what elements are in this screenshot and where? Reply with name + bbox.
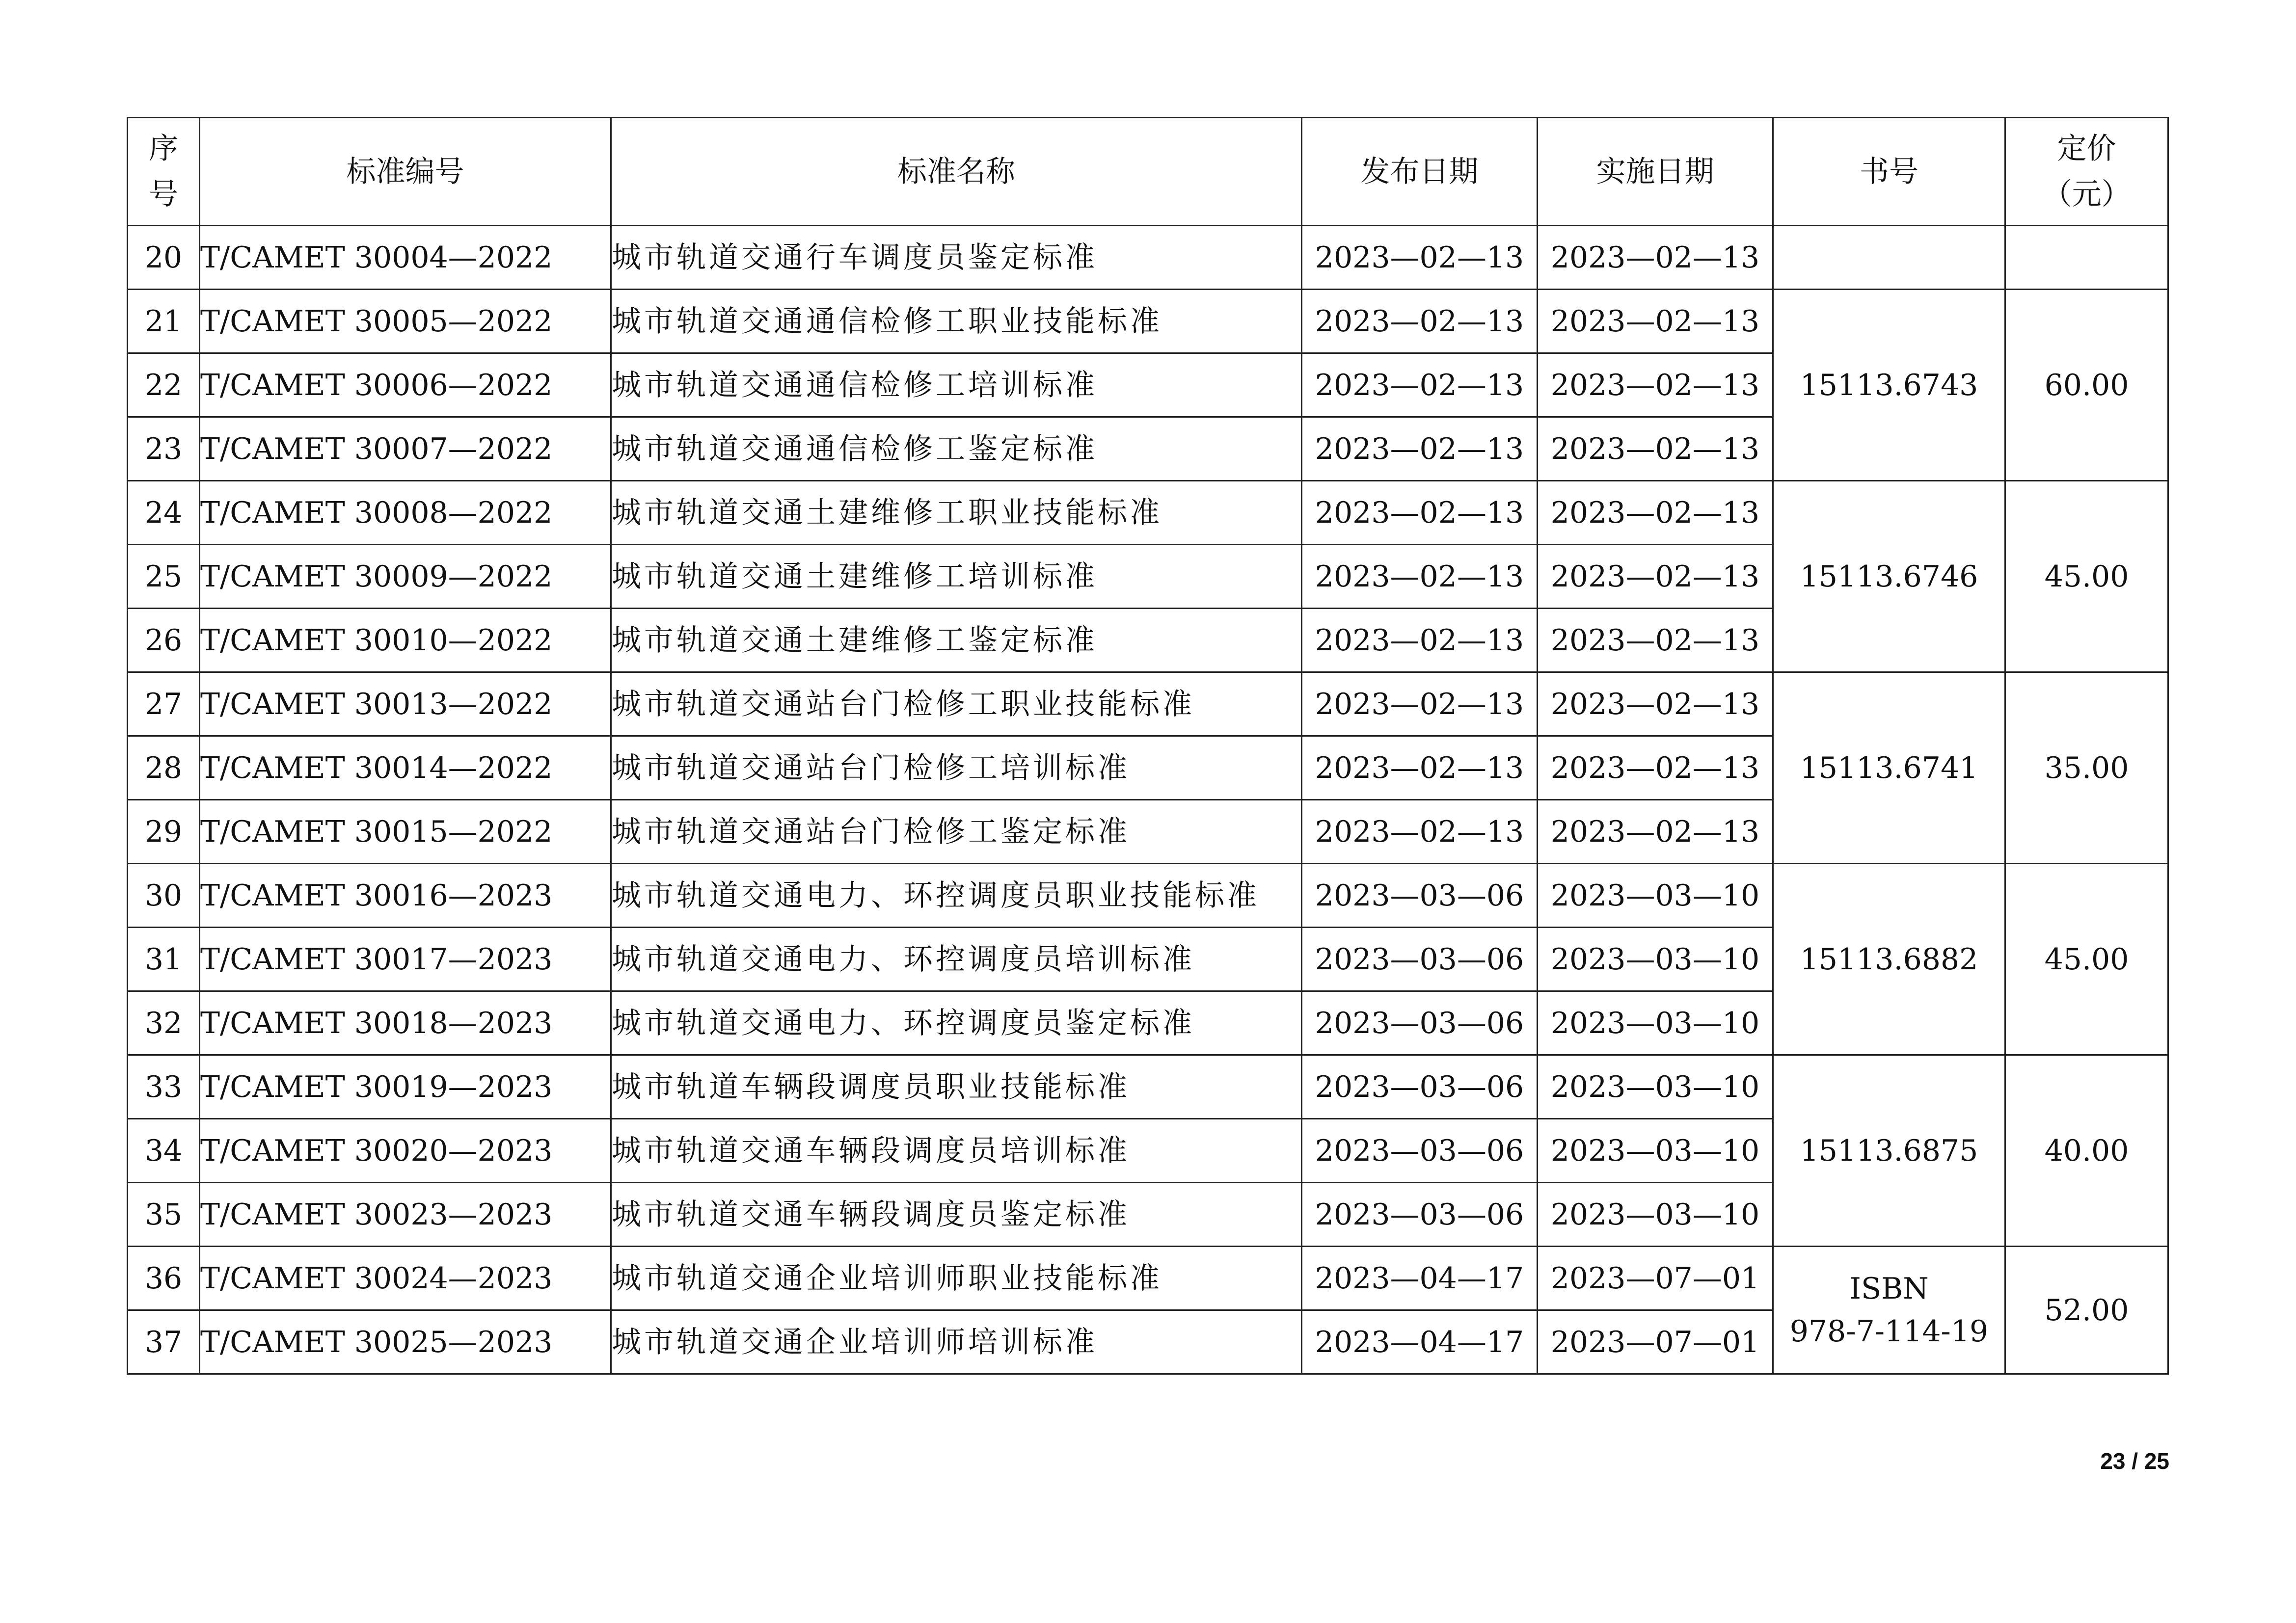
row-price (2005, 226, 2168, 290)
table-row (128, 481, 2168, 545)
group-price: 35.00 (2005, 672, 2168, 864)
header-seq-line-2: 号 (149, 177, 178, 212)
row-name: 城市轨道交通行车调度员鉴定标准 (611, 226, 1302, 290)
header-price (2005, 118, 2168, 226)
row-seq: 35 (128, 1183, 200, 1247)
book-no-line-1: ISBN (1849, 1271, 1929, 1306)
row-name: 城市轨道车辆段调度员职业技能标准 (611, 1055, 1302, 1119)
row-name: 城市轨道交通站台门检修工培训标准 (611, 736, 1302, 800)
row-name: 城市轨道交通通信检修工职业技能标准 (611, 290, 1302, 353)
row-code: T/CAMET 30009—2022 (200, 545, 611, 609)
table-row (128, 672, 2168, 736)
row-publish-date: 2023—03—06 (1302, 864, 1538, 928)
row-implement-date: 2023—02—13 (1538, 609, 1773, 672)
row-implement-date: 2023—02—13 (1538, 226, 1773, 290)
row-publish-date: 2023—04—17 (1302, 1310, 1538, 1374)
row-publish-date: 2023—02—13 (1302, 353, 1538, 417)
row-name: 城市轨道交通土建维修工培训标准 (611, 545, 1302, 609)
row-implement-date: 2023—03—10 (1538, 1119, 1773, 1183)
header-price-line-2: （元） (2042, 177, 2131, 212)
row-seq: 25 (128, 545, 200, 609)
row-name: 城市轨道交通站台门检修工鉴定标准 (611, 800, 1302, 864)
row-code: T/CAMET 30025—2023 (200, 1310, 611, 1374)
row-publish-date: 2023—02—13 (1302, 290, 1538, 353)
header-row (128, 118, 2168, 226)
group-book-no (1773, 1247, 2005, 1374)
group-price: 45.00 (2005, 481, 2168, 672)
row-name: 城市轨道交通站台门检修工职业技能标准 (611, 672, 1302, 736)
row-seq: 31 (128, 928, 200, 991)
header-book-no: 书号 (1773, 118, 2005, 226)
row-seq: 24 (128, 481, 200, 545)
row-name: 城市轨道交通企业培训师培训标准 (611, 1310, 1302, 1374)
header-price-line-1: 定价 (2057, 131, 2116, 166)
row-seq: 28 (128, 736, 200, 800)
row-code: T/CAMET 30004—2022 (200, 226, 611, 290)
row-publish-date: 2023—02—13 (1302, 417, 1538, 481)
row-seq: 30 (128, 864, 200, 928)
row-publish-date: 2023—02—13 (1302, 226, 1538, 290)
row-name: 城市轨道交通电力、环控调度员职业技能标准 (611, 864, 1302, 928)
row-publish-date: 2023—02—13 (1302, 736, 1538, 800)
row-implement-date: 2023—03—10 (1538, 991, 1773, 1055)
group-book-no: 15113.6741 (1773, 672, 2005, 864)
row-implement-date: 2023—03—10 (1538, 864, 1773, 928)
book-no-line-2: 978-7-114-19 (1789, 1314, 1989, 1349)
row-publish-date: 2023—02—13 (1302, 672, 1538, 736)
row-name: 城市轨道交通企业培训师职业技能标准 (611, 1247, 1302, 1310)
row-seq: 21 (128, 290, 200, 353)
row-seq: 26 (128, 609, 200, 672)
group-price: 52.00 (2005, 1247, 2168, 1374)
row-code: T/CAMET 30013—2022 (200, 672, 611, 736)
row-code: T/CAMET 30010—2022 (200, 609, 611, 672)
row-code: T/CAMET 30008—2022 (200, 481, 611, 545)
header-seq (128, 118, 200, 226)
row-implement-date: 2023—07—01 (1538, 1247, 1773, 1310)
header-code: 标准编号 (200, 118, 611, 226)
row-name: 城市轨道交通车辆段调度员培训标准 (611, 1119, 1302, 1183)
row-publish-date: 2023—03—06 (1302, 991, 1538, 1055)
row-implement-date: 2023—02—13 (1538, 736, 1773, 800)
row-implement-date: 2023—02—13 (1538, 800, 1773, 864)
row-implement-date: 2023—02—13 (1538, 672, 1773, 736)
row-implement-date: 2023—03—10 (1538, 928, 1773, 991)
row-implement-date: 2023—02—13 (1538, 481, 1773, 545)
row-name: 城市轨道交通通信检修工鉴定标准 (611, 417, 1302, 481)
group-price: 60.00 (2005, 290, 2168, 481)
group-book-no: 15113.6882 (1773, 864, 2005, 1055)
row-code: T/CAMET 30005—2022 (200, 290, 611, 353)
row-code: T/CAMET 30015—2022 (200, 800, 611, 864)
row-name: 城市轨道交通通信检修工培训标准 (611, 353, 1302, 417)
row-seq: 32 (128, 991, 200, 1055)
row-name: 城市轨道交通土建维修工职业技能标准 (611, 481, 1302, 545)
row-code: T/CAMET 30014—2022 (200, 736, 611, 800)
row-publish-date: 2023—04—17 (1302, 1247, 1538, 1310)
row-seq: 22 (128, 353, 200, 417)
row-implement-date: 2023—03—10 (1538, 1183, 1773, 1247)
row-code: T/CAMET 30006—2022 (200, 353, 611, 417)
row-seq: 36 (128, 1247, 200, 1310)
row-name: 城市轨道交通车辆段调度员鉴定标准 (611, 1183, 1302, 1247)
row-publish-date: 2023—02—13 (1302, 800, 1538, 864)
row-code: T/CAMET 30016—2023 (200, 864, 611, 928)
row-publish-date: 2023—02—13 (1302, 481, 1538, 545)
row-name: 城市轨道交通土建维修工鉴定标准 (611, 609, 1302, 672)
row-seq: 37 (128, 1310, 200, 1374)
row-name: 城市轨道交通电力、环控调度员鉴定标准 (611, 991, 1302, 1055)
row-seq: 23 (128, 417, 200, 481)
row-code: T/CAMET 30018—2023 (200, 991, 611, 1055)
table-header (128, 118, 2168, 226)
header-seq-line-1: 序 (149, 131, 178, 166)
row-implement-date: 2023—02—13 (1538, 353, 1773, 417)
row-seq: 33 (128, 1055, 200, 1119)
row-implement-date: 2023—02—13 (1538, 290, 1773, 353)
group-price: 40.00 (2005, 1055, 2168, 1247)
row-code: T/CAMET 30024—2023 (200, 1247, 611, 1310)
row-publish-date: 2023—03—06 (1302, 928, 1538, 991)
row-seq: 34 (128, 1119, 200, 1183)
header-implement-date: 实施日期 (1538, 118, 1773, 226)
group-book-no: 15113.6743 (1773, 290, 2005, 481)
row-publish-date: 2023—02—13 (1302, 609, 1538, 672)
row-implement-date: 2023—07—01 (1538, 1310, 1773, 1374)
row-code: T/CAMET 30007—2022 (200, 417, 611, 481)
table-row (128, 290, 2168, 353)
row-book-no (1773, 226, 2005, 290)
row-code: T/CAMET 30019—2023 (200, 1055, 611, 1119)
table-row (128, 1247, 2168, 1310)
row-implement-date: 2023—03—10 (1538, 1055, 1773, 1119)
row-name: 城市轨道交通电力、环控调度员培训标准 (611, 928, 1302, 991)
table-body (128, 226, 2168, 1374)
header-publish-date: 发布日期 (1302, 118, 1538, 226)
row-seq: 27 (128, 672, 200, 736)
table-row (128, 864, 2168, 928)
row-code: T/CAMET 30017—2023 (200, 928, 611, 991)
row-publish-date: 2023—03—06 (1302, 1119, 1538, 1183)
row-seq: 29 (128, 800, 200, 864)
row-code: T/CAMET 30020—2023 (200, 1119, 611, 1183)
row-implement-date: 2023—02—13 (1538, 545, 1773, 609)
standards-table (127, 117, 2169, 1375)
table-row (128, 226, 2168, 290)
row-publish-date: 2023—03—06 (1302, 1055, 1538, 1119)
table-row (128, 1055, 2168, 1119)
row-publish-date: 2023—03—06 (1302, 1183, 1538, 1247)
page-number: 23 / 25 (2100, 1448, 2169, 1474)
group-book-no: 15113.6746 (1773, 481, 2005, 672)
row-seq: 20 (128, 226, 200, 290)
row-code: T/CAMET 30023—2023 (200, 1183, 611, 1247)
group-book-no: 15113.6875 (1773, 1055, 2005, 1247)
header-name: 标准名称 (611, 118, 1302, 226)
row-publish-date: 2023—02—13 (1302, 545, 1538, 609)
group-price: 45.00 (2005, 864, 2168, 1055)
row-implement-date: 2023—02—13 (1538, 417, 1773, 481)
